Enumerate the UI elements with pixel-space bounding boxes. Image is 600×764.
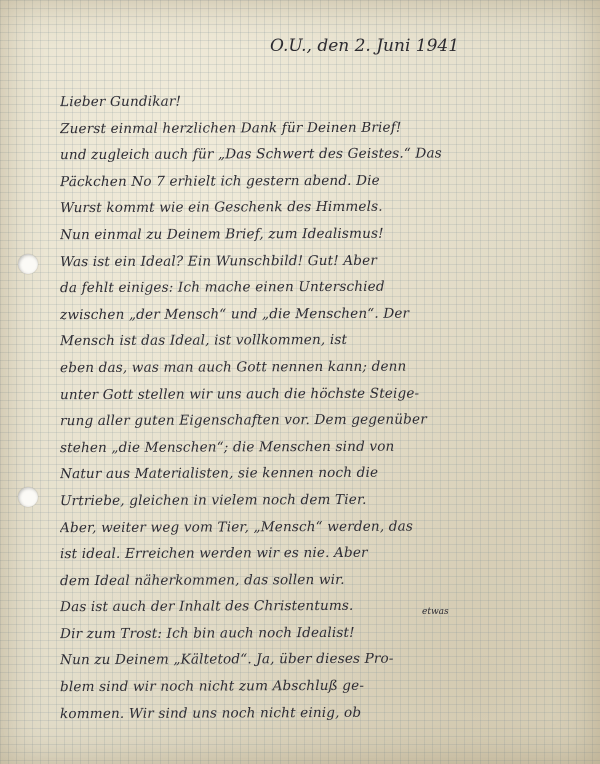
letter-greeting: Lieber Gundikar! <box>59 93 182 111</box>
letter-line: Mensch ist das Ideal, ist vollkommen, ist <box>59 332 348 350</box>
letter-line: Wurst kommt wie ein Geschenk des Himmels. <box>59 199 383 217</box>
letter-line: Was ist ein Ideal? Ein Wunschbild! Gut! Aber <box>59 252 378 270</box>
inserted-word: etwas <box>422 607 449 617</box>
letter-line: Natur aus Materialisten, sie kennen noch die <box>59 465 379 483</box>
letter-line: und zugleich auch für „Das Schwert des Geistes.“ Das <box>59 145 442 164</box>
punch-hole-top <box>18 254 38 274</box>
letter-line: Das ist auch der Inhalt des Christentums. <box>59 598 354 616</box>
letter-line: stehen „die Menschen“; die Menschen sind von <box>59 438 395 456</box>
letter-body <box>60 88 590 726</box>
letter-line: da fehlt einiges: Ich mache einen Unterschied <box>59 278 385 297</box>
letter-line: Dir zum Trost: Ich bin auch noch Idealist! <box>59 624 355 643</box>
letter-line: zwischen „der Mensch“ und „die Menschen“. Der <box>59 305 410 323</box>
letter-line: Aber, weiter weg vom Tier, „Mensch“ werden, das <box>59 518 414 536</box>
letter-line: unter Gott stellen wir uns auch die höchste Steige- <box>59 385 420 403</box>
letter-line: Päckchen No 7 erhielt ich gestern abend. Die <box>59 172 380 190</box>
letter-line: Zuerst einmal herzlichen Dank für Deinen Brief! <box>59 119 402 137</box>
letter-line: Nun einmal zu Deinem Brief, zum Idealismus! <box>59 225 384 244</box>
punch-hole-bottom <box>18 487 38 507</box>
letter-line: Urtriebe, gleichen in vielem noch dem Tier. <box>59 491 367 510</box>
letter-line: Nun zu Deinem „Kältetod“. Ja, über dieses Pro- <box>59 651 394 669</box>
letter-line: blem sind wir noch nicht zum Abschluß ge- <box>59 677 365 696</box>
letter-line: eben das, was man auch Gott nennen kann; denn <box>59 358 407 377</box>
letter-line: dem Ideal näherkommen, das sollen wir. <box>59 571 345 589</box>
letter-line: rung aller guten Eigenschaften vor. Dem gegenüber <box>59 411 427 430</box>
letter-line: ist ideal. Erreichen werden wir es nie. Aber <box>59 544 368 563</box>
letter-line: kommen. Wir sind uns noch nicht einig, ob <box>59 704 362 722</box>
letter-dateline: O.U., den 2. Juni 1941 <box>270 36 460 56</box>
